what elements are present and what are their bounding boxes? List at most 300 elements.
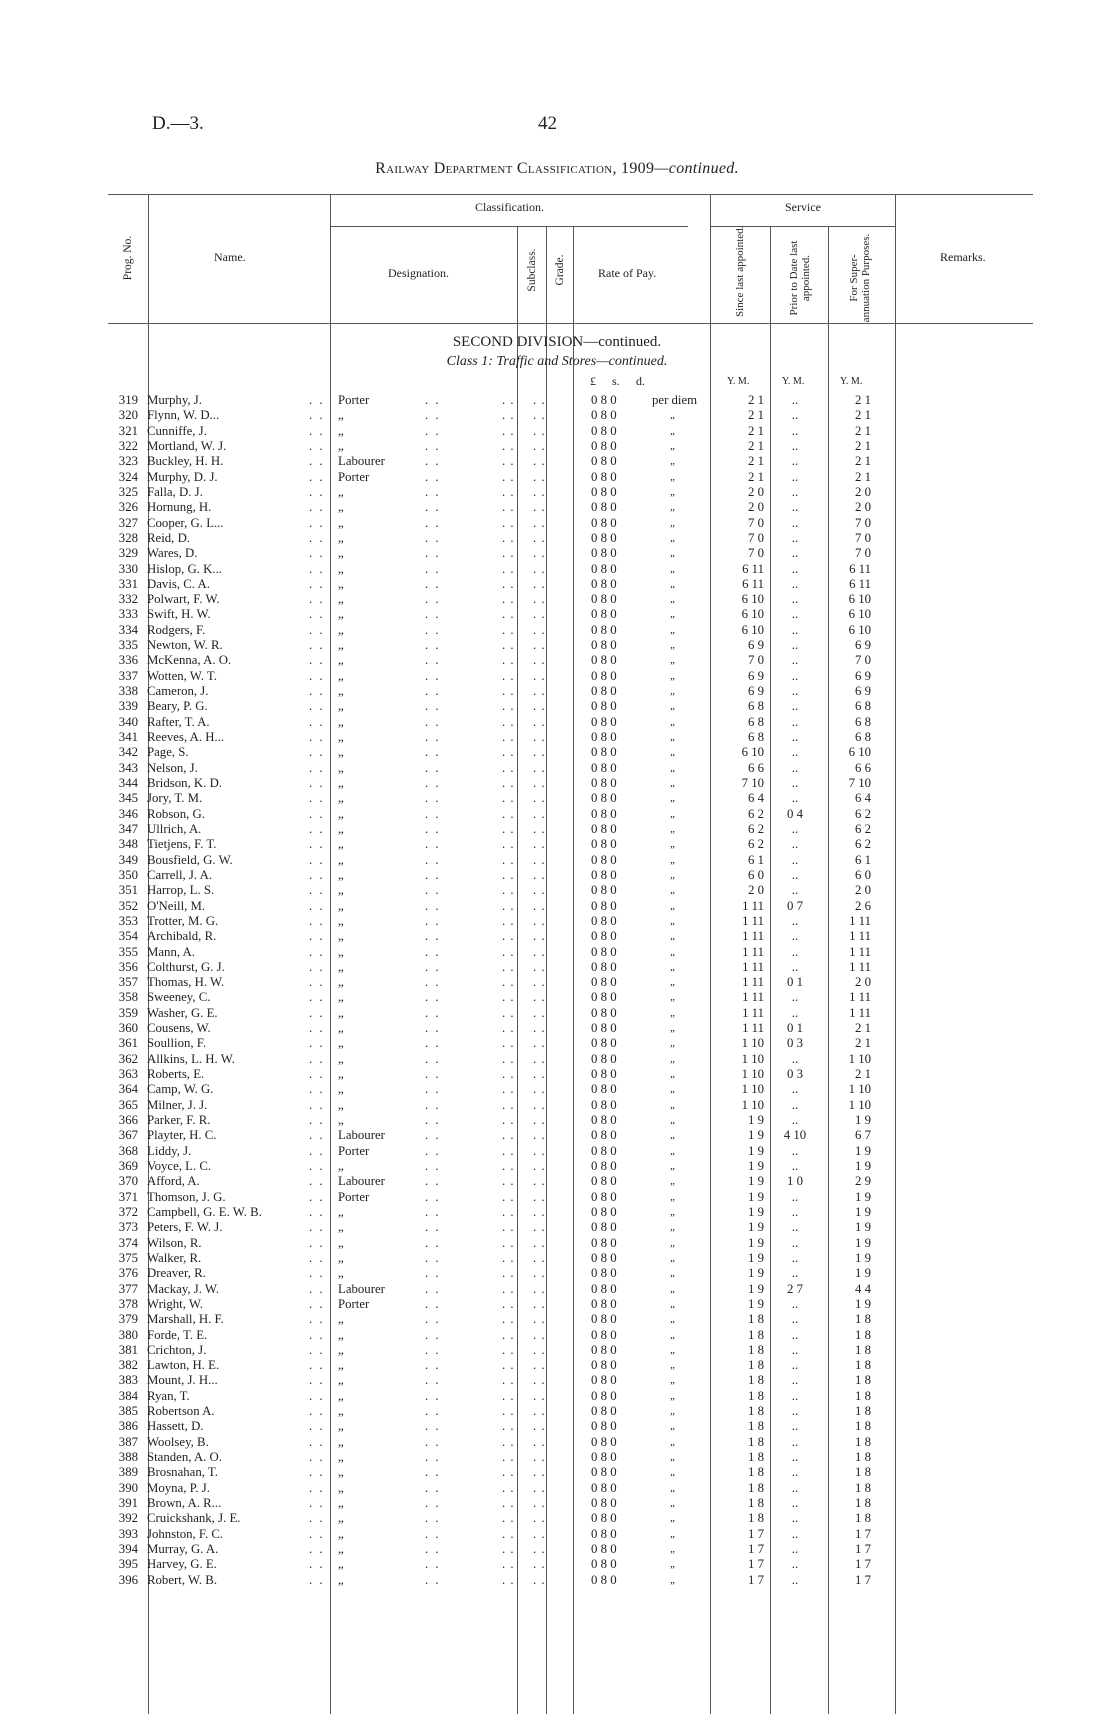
service-superannuation: 6 1 xyxy=(855,852,871,867)
prog-no: 333 xyxy=(118,607,138,622)
table-row xyxy=(0,485,1114,500)
designation-leader: . . xyxy=(425,622,441,637)
name-leader: . . xyxy=(309,1312,325,1327)
service-prior: .. xyxy=(791,607,799,622)
service-since-last: 1 9 xyxy=(748,1235,764,1250)
table-row xyxy=(0,837,1114,852)
subclass-dots: . . xyxy=(502,898,515,913)
ditto-mark: „ xyxy=(670,731,677,744)
service-superannuation: 1 10 xyxy=(848,1051,871,1066)
ditto-mark: „ xyxy=(670,822,677,835)
subclass-dots: . . xyxy=(502,1235,515,1250)
service-superannuation: 1 8 xyxy=(855,1327,871,1342)
rate-of-pay: 0 8 0 xyxy=(591,469,617,484)
prog-no: 341 xyxy=(118,730,138,745)
prog-no: 357 xyxy=(118,975,138,990)
staff-name: Rafter, T. A. xyxy=(147,714,210,729)
name-leader: . . xyxy=(309,1557,325,1572)
rate-of-pay: 0 8 0 xyxy=(591,530,617,545)
service-since-last: 6 10 xyxy=(741,592,764,607)
ditto-mark: „ xyxy=(670,1144,677,1157)
grade-dots: . . xyxy=(533,852,546,867)
service-superannuation: 1 8 xyxy=(855,1388,871,1403)
name-leader: . . xyxy=(309,469,325,484)
service-prior: .. xyxy=(791,1296,799,1311)
staff-name: Brosnahan, T. xyxy=(147,1465,218,1480)
service-prior: .. xyxy=(791,1480,799,1495)
subclass-dots: . . xyxy=(502,714,515,729)
rate-of-pay: 0 8 0 xyxy=(591,806,617,821)
table-row xyxy=(0,577,1114,592)
ditto-mark: „ xyxy=(670,976,677,989)
prog-no: 380 xyxy=(118,1327,138,1342)
page-code: D.—3. xyxy=(152,113,204,134)
service-superannuation: 2 1 xyxy=(855,1067,871,1082)
grade-dots: . . xyxy=(533,469,546,484)
designation: Porter xyxy=(338,469,370,484)
staff-name: Marshall, H. F. xyxy=(147,1312,224,1327)
ditto-mark: „ xyxy=(670,1083,677,1096)
grade-dots: . . xyxy=(533,929,546,944)
service-prior: .. xyxy=(791,653,799,668)
staff-name: Cooper, G. L... xyxy=(147,515,224,530)
rate-of-pay: 0 8 0 xyxy=(591,730,617,745)
service-prior: .. xyxy=(791,1465,799,1480)
table-row xyxy=(0,638,1114,653)
staff-name: Mackay, J. W. xyxy=(147,1281,220,1296)
subclass-dots: . . xyxy=(502,515,515,530)
unit-ym-super: Y. M. xyxy=(840,376,863,387)
name-leader: . . xyxy=(309,1388,325,1403)
designation: „ xyxy=(338,1542,344,1556)
table-row xyxy=(0,1389,1114,1404)
staff-name: Peters, F. W. J. xyxy=(147,1220,223,1235)
service-prior: .. xyxy=(791,913,799,928)
grade-dots: . . xyxy=(533,1358,546,1373)
service-superannuation: 1 9 xyxy=(855,1250,871,1265)
designation-leader: . . xyxy=(425,1404,441,1419)
table-row xyxy=(0,1450,1114,1465)
subclass-dots: . . xyxy=(502,1511,515,1526)
table-row xyxy=(0,960,1114,975)
rate-of-pay: 0 8 0 xyxy=(591,1005,617,1020)
ditto-mark: „ xyxy=(670,1160,677,1172)
service-since-last: 6 11 xyxy=(742,576,764,591)
ditto-mark: „ xyxy=(670,1006,677,1019)
service-superannuation: 7 10 xyxy=(848,776,871,790)
unit-ym-since: Y. M. xyxy=(727,376,750,387)
rate-of-pay: 0 8 0 xyxy=(591,990,617,1005)
service-prior: .. xyxy=(791,500,799,515)
service-prior: .. xyxy=(791,408,799,423)
service-prior: .. xyxy=(791,1450,799,1465)
designation-leader: . . xyxy=(425,1159,441,1173)
name-leader: . . xyxy=(309,913,325,928)
prog-no: 390 xyxy=(118,1480,138,1495)
service-superannuation: 6 9 xyxy=(855,638,871,653)
rate-of-pay: 0 8 0 xyxy=(591,1250,617,1265)
ditto-mark: „ xyxy=(670,470,677,483)
designation: „ xyxy=(338,592,344,607)
designation: „ xyxy=(338,1526,344,1541)
unit-shillings: s. xyxy=(612,374,620,388)
rate-of-pay: 0 8 0 xyxy=(591,1036,617,1051)
table-row xyxy=(0,1358,1114,1373)
ditto-mark: „ xyxy=(670,593,677,606)
service-prior: .. xyxy=(791,1005,799,1020)
subclass-dots: . . xyxy=(502,454,515,469)
name-leader: . . xyxy=(309,852,325,867)
service-superannuation: 1 8 xyxy=(855,1358,871,1373)
grade-dots: . . xyxy=(533,821,546,836)
ditto-mark: „ xyxy=(670,1435,677,1448)
designation: „ xyxy=(338,1005,344,1020)
prog-no: 346 xyxy=(118,806,138,821)
designation: „ xyxy=(338,668,344,683)
designation-leader: . . xyxy=(425,484,441,499)
service-superannuation: 1 10 xyxy=(848,1097,871,1112)
per-diem: per diem xyxy=(652,393,698,407)
prog-no: 366 xyxy=(118,1113,138,1128)
rate-of-pay: 0 8 0 xyxy=(591,1557,617,1572)
grade-dots: . . xyxy=(533,1266,546,1281)
service-superannuation: 2 1 xyxy=(855,408,871,423)
designation: „ xyxy=(338,1404,344,1419)
name-leader: . . xyxy=(309,684,325,699)
designation-leader: . . xyxy=(425,760,441,775)
designation-leader: . . xyxy=(425,959,441,974)
rate-of-pay: 0 8 0 xyxy=(591,546,617,561)
ditto-mark: „ xyxy=(670,1022,677,1035)
rate-of-pay: 0 8 0 xyxy=(591,1082,617,1097)
grade-dots: . . xyxy=(533,1312,546,1327)
service-superannuation: 1 8 xyxy=(855,1496,871,1511)
designation: „ xyxy=(338,1327,344,1342)
designation: „ xyxy=(338,929,344,944)
prog-no: 362 xyxy=(118,1051,138,1066)
subclass-dots: . . xyxy=(502,484,515,499)
service-superannuation: 7 0 xyxy=(855,653,871,668)
subclass-dots: . . xyxy=(502,1327,515,1342)
designation-leader: . . xyxy=(425,638,441,653)
prog-no: 349 xyxy=(118,852,138,867)
grade-dots: . . xyxy=(533,990,546,1005)
subclass-dots: . . xyxy=(502,1051,515,1066)
name-leader: . . xyxy=(309,959,325,974)
staff-name: Afford, A. xyxy=(147,1174,200,1189)
prog-no: 355 xyxy=(118,944,138,959)
service-since-last: 7 0 xyxy=(748,530,764,545)
service-since-last: 7 0 xyxy=(748,546,764,561)
grade-dots: . . xyxy=(533,714,546,729)
table-row xyxy=(0,1159,1114,1174)
designation-leader: . . xyxy=(425,1480,441,1495)
section-division: SECOND DIVISION—continued. xyxy=(452,334,662,350)
prog-no: 394 xyxy=(118,1542,138,1556)
staff-name: Reid, D. xyxy=(147,530,191,545)
service-prior: 0 3 xyxy=(787,1036,803,1051)
service-prior: 0 3 xyxy=(787,1067,803,1082)
grade-dots: . . xyxy=(533,423,546,438)
subclass-dots: . . xyxy=(502,1220,515,1235)
name-leader: . . xyxy=(309,776,325,790)
table-row xyxy=(0,1312,1114,1327)
subclass-dots: . . xyxy=(502,1189,515,1204)
staff-name: Bridson, K. D. xyxy=(147,776,223,790)
unit-ym-prior: Y. M. xyxy=(782,376,805,387)
designation-leader: . . xyxy=(425,607,441,622)
service-superannuation: 2 1 xyxy=(855,393,871,407)
designation: Porter xyxy=(338,1296,370,1311)
designation-leader: . . xyxy=(425,714,441,729)
grade-dots: . . xyxy=(533,867,546,882)
prog-no: 371 xyxy=(118,1189,138,1204)
service-since-last: 1 8 xyxy=(748,1342,764,1357)
table-row xyxy=(0,1144,1114,1159)
rate-of-pay: 0 8 0 xyxy=(591,1450,617,1465)
name-leader: . . xyxy=(309,484,325,499)
rate-of-pay: 0 8 0 xyxy=(591,638,617,653)
table-row xyxy=(0,424,1114,439)
subclass-dots: . . xyxy=(502,1434,515,1449)
service-prior: .. xyxy=(791,745,799,760)
prog-no: 365 xyxy=(118,1097,138,1112)
grade-dots: . . xyxy=(533,1526,546,1541)
table-row xyxy=(0,623,1114,638)
table-row xyxy=(0,408,1114,423)
staff-name: Roberts, E. xyxy=(147,1067,205,1082)
designation: Porter xyxy=(338,1143,370,1158)
service-since-last: 6 9 xyxy=(748,684,764,699)
ditto-mark: „ xyxy=(670,623,677,636)
name-leader: . . xyxy=(309,745,325,760)
designation: „ xyxy=(338,959,344,974)
service-since-last: 2 0 xyxy=(748,883,764,898)
grade-dots: . . xyxy=(533,944,546,959)
table-row xyxy=(0,1496,1114,1511)
table-row xyxy=(0,761,1114,776)
service-since-last: 7 10 xyxy=(741,776,764,790)
designation-leader: . . xyxy=(425,438,441,453)
staff-name: Page, S. xyxy=(147,745,189,760)
subclass-dots: . . xyxy=(502,745,515,760)
name-leader: . . xyxy=(309,1113,325,1128)
grade-dots: . . xyxy=(533,500,546,515)
grade-dots: . . xyxy=(533,1250,546,1265)
designation-leader: . . xyxy=(425,1450,441,1465)
designation: „ xyxy=(338,1572,344,1587)
designation: „ xyxy=(338,699,344,714)
name-leader: . . xyxy=(309,1542,325,1556)
subclass-dots: . . xyxy=(502,607,515,622)
grade-dots: . . xyxy=(533,745,546,760)
designation: „ xyxy=(338,684,344,699)
subclass-dots: . . xyxy=(502,1373,515,1388)
grade-dots: . . xyxy=(533,1281,546,1296)
grade-dots: . . xyxy=(533,1496,546,1511)
name-leader: . . xyxy=(309,944,325,959)
subclass-dots: . . xyxy=(502,1266,515,1281)
ditto-mark: „ xyxy=(670,1190,677,1203)
table-row xyxy=(0,393,1114,408)
ditto-mark: „ xyxy=(670,516,677,529)
service-prior: .. xyxy=(791,438,799,453)
service-superannuation: 1 8 xyxy=(855,1373,871,1388)
subclass-dots: . . xyxy=(502,500,515,515)
service-since-last: 1 8 xyxy=(748,1327,764,1342)
designation: „ xyxy=(338,653,344,668)
name-leader: . . xyxy=(309,975,325,990)
service-prior: .. xyxy=(791,515,799,530)
table-row xyxy=(0,1465,1114,1480)
rate-of-pay: 0 8 0 xyxy=(591,852,617,867)
grade-dots: . . xyxy=(533,776,546,790)
grade-dots: . . xyxy=(533,1572,546,1587)
header-designation: Designation. xyxy=(388,266,449,280)
table-row xyxy=(0,1236,1114,1251)
service-prior: .. xyxy=(791,622,799,637)
name-leader: . . xyxy=(309,653,325,668)
service-since-last: 1 10 xyxy=(741,1097,764,1112)
ditto-mark: „ xyxy=(670,531,677,544)
service-superannuation: 1 9 xyxy=(855,1220,871,1235)
table-row xyxy=(0,1373,1114,1388)
table-row xyxy=(0,562,1114,577)
service-superannuation: 1 9 xyxy=(855,1189,871,1204)
service-since-last: 1 10 xyxy=(741,1036,764,1051)
grade-dots: . . xyxy=(533,1113,546,1128)
ditto-mark: „ xyxy=(670,1343,677,1356)
table-row xyxy=(0,1205,1114,1220)
service-since-last: 1 11 xyxy=(742,1021,764,1036)
rate-of-pay: 0 8 0 xyxy=(591,760,617,775)
designation: „ xyxy=(338,530,344,545)
name-leader: . . xyxy=(309,393,325,407)
name-leader: . . xyxy=(309,530,325,545)
service-prior: 0 4 xyxy=(787,806,803,821)
subclass-dots: . . xyxy=(502,975,515,990)
table-row xyxy=(0,975,1114,990)
designation: „ xyxy=(338,714,344,729)
designation-leader: . . xyxy=(425,408,441,423)
ditto-mark: „ xyxy=(670,1389,677,1402)
ditto-mark: „ xyxy=(670,761,677,774)
rate-of-pay: 0 8 0 xyxy=(591,1220,617,1235)
service-superannuation: 6 9 xyxy=(855,684,871,699)
staff-name: Wotten, W. T. xyxy=(147,668,217,683)
service-since-last: 1 9 xyxy=(748,1174,764,1189)
subclass-dots: . . xyxy=(502,913,515,928)
service-prior: .. xyxy=(791,668,799,683)
subclass-dots: . . xyxy=(502,1204,515,1219)
ditto-mark: „ xyxy=(670,1114,677,1127)
subclass-dots: . . xyxy=(502,837,515,852)
service-prior: 0 1 xyxy=(787,975,803,990)
subclass-dots: . . xyxy=(502,1281,515,1296)
service-since-last: 2 1 xyxy=(748,423,764,438)
service-since-last: 1 9 xyxy=(748,1189,764,1204)
subclass-dots: . . xyxy=(502,638,515,653)
rate-of-pay: 0 8 0 xyxy=(591,1235,617,1250)
table-row xyxy=(0,1343,1114,1358)
staff-name: Tietjens, F. T. xyxy=(147,837,217,852)
grade-dots: . . xyxy=(533,454,546,469)
staff-name: Liddy, J. xyxy=(147,1143,192,1158)
rate-of-pay: 0 8 0 xyxy=(591,745,617,760)
grade-dots: . . xyxy=(533,561,546,576)
service-superannuation: 1 8 xyxy=(855,1342,871,1357)
service-since-last: 6 10 xyxy=(741,745,764,760)
subclass-dots: . . xyxy=(502,1342,515,1357)
staff-name: Sweeney, C. xyxy=(147,990,211,1005)
service-since-last: 1 9 xyxy=(748,1128,764,1143)
service-superannuation: 6 10 xyxy=(848,622,871,637)
staff-name: Murphy, J. xyxy=(147,393,202,407)
table-row xyxy=(0,853,1114,868)
table-row xyxy=(0,1128,1114,1143)
grade-dots: . . xyxy=(533,622,546,637)
designation: Porter xyxy=(338,393,370,407)
prog-no: 334 xyxy=(118,622,138,637)
service-prior: .. xyxy=(791,1434,799,1449)
staff-name: Harvey, G. E. xyxy=(147,1557,217,1572)
designation-leader: . . xyxy=(425,423,441,438)
name-leader: . . xyxy=(309,1373,325,1388)
staff-name: Rodgers, F. xyxy=(147,622,206,637)
staff-name: Cruickshank, J. E. xyxy=(147,1511,241,1526)
ditto-mark: „ xyxy=(670,1451,677,1464)
header-prog-no: Prog. No. xyxy=(122,235,134,281)
prog-no: 354 xyxy=(118,929,138,944)
service-prior: .. xyxy=(791,1250,799,1265)
subclass-dots: . . xyxy=(502,760,515,775)
table-row xyxy=(0,653,1114,668)
service-superannuation: 1 9 xyxy=(855,1143,871,1158)
table-row xyxy=(0,1251,1114,1266)
subclass-dots: . . xyxy=(502,1526,515,1541)
service-superannuation: 1 8 xyxy=(855,1465,871,1480)
designation-leader: . . xyxy=(425,515,441,530)
subclass-dots: . . xyxy=(502,959,515,974)
service-superannuation: 2 1 xyxy=(855,1021,871,1036)
designation: „ xyxy=(338,913,344,928)
staff-name: Woolsey, B. xyxy=(147,1434,209,1449)
ditto-mark: „ xyxy=(670,608,677,621)
staff-name: Reeves, A. H... xyxy=(147,730,225,745)
staff-name: Flynn, W. D... xyxy=(147,408,220,423)
service-prior: .. xyxy=(791,837,799,852)
prog-no: 343 xyxy=(118,760,138,775)
table-row xyxy=(0,715,1114,730)
designation-leader: . . xyxy=(425,653,441,668)
staff-name: Voyce, L. C. xyxy=(147,1159,212,1173)
ditto-mark: „ xyxy=(670,409,677,422)
service-since-last: 1 11 xyxy=(742,990,764,1005)
name-leader: . . xyxy=(309,714,325,729)
subclass-dots: . . xyxy=(502,1296,515,1311)
grade-dots: . . xyxy=(533,791,546,806)
designation-leader: . . xyxy=(425,1113,441,1128)
designation-leader: . . xyxy=(425,1021,441,1036)
rate-of-pay: 0 8 0 xyxy=(591,1312,617,1327)
rate-of-pay: 0 8 0 xyxy=(591,791,617,806)
service-superannuation: 1 8 xyxy=(855,1419,871,1434)
rate-of-pay: 0 8 0 xyxy=(591,837,617,852)
table-row xyxy=(0,1098,1114,1113)
designation-leader: . . xyxy=(425,1250,441,1265)
subclass-dots: . . xyxy=(502,1542,515,1556)
grade-dots: . . xyxy=(533,1143,546,1158)
